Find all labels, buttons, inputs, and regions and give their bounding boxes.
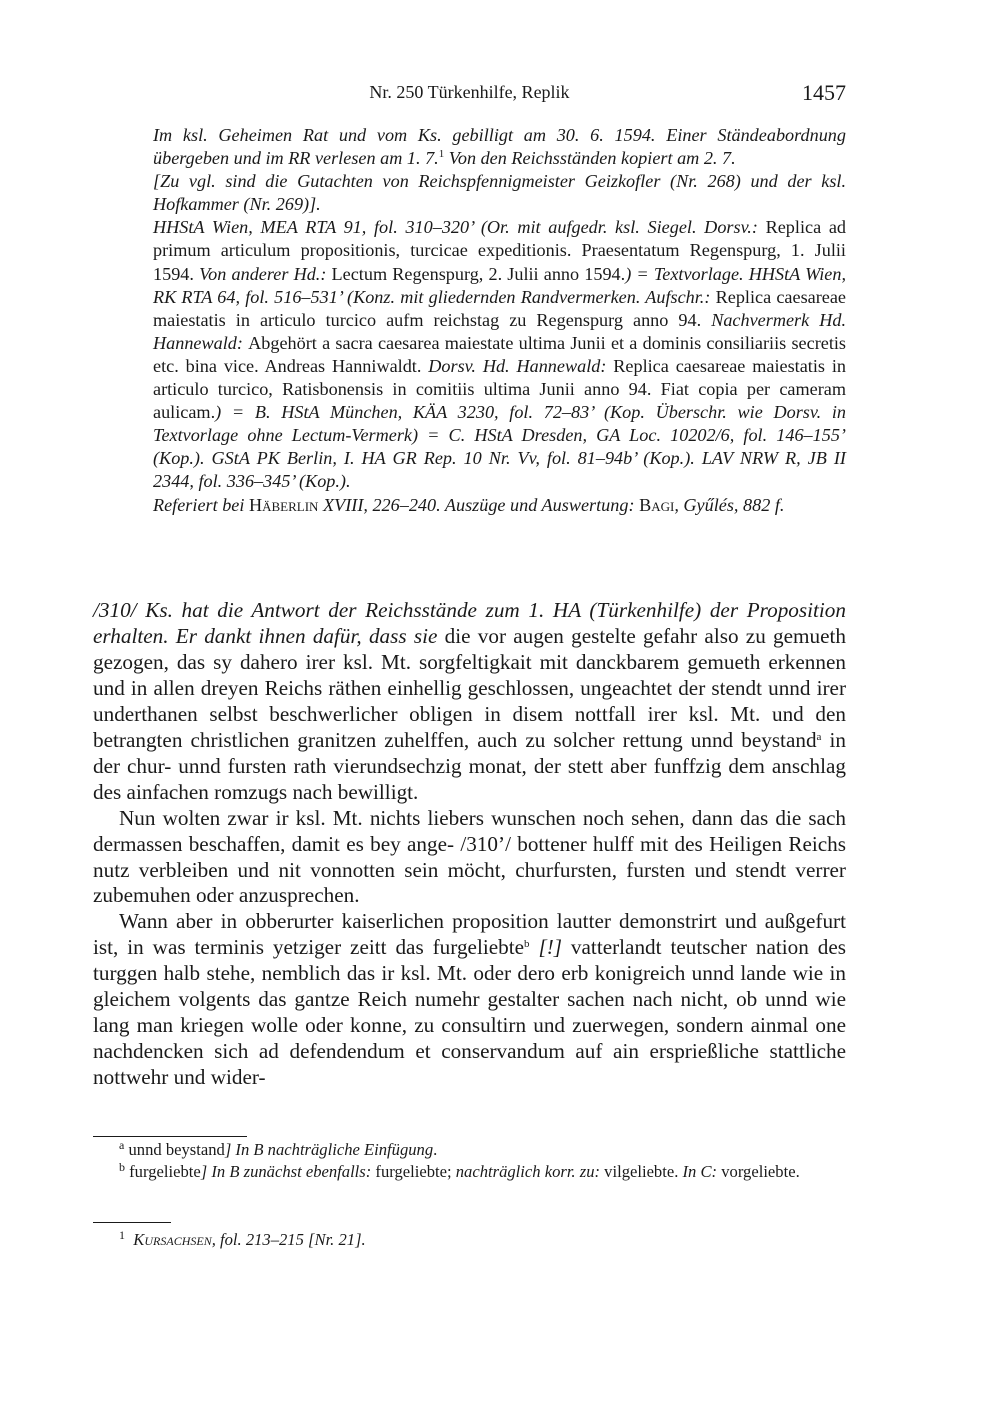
running-head: [93, 80, 846, 108]
source-kursachsen: Kursachsen: [133, 1230, 212, 1249]
text-notes: [93, 1139, 846, 1182]
author-haeberlin: Häberlin: [248, 494, 319, 515]
headnote-literature: Referiert bei Häberlin XVIII, 226–240. Auszüge und Auswertung: Bagi, Gyűlés, 882 f.: [153, 494, 785, 515]
headnote-sources: [153, 216, 846, 493]
document-headnote: [153, 124, 846, 517]
document-body: [93, 598, 846, 1091]
text-note-b: $^b$ furgeliebte] In B zunächst ebenfalls: furgeliebte; nachträglich korr. zu: vilgeliebte. In C: vorgeliebte.: [119, 1159, 800, 1181]
text-note-a: $^a$ unnd beystand] In B nachträgliche Einfügung.: [119, 1138, 438, 1159]
editorial-summary: /310/ Ks. hat die Antwort der Reichsstände zum 1. HA (Türkenhilfe) der Proposition erhalten. Er dankt ihnen dafür, dass sie: [93, 598, 846, 648]
source-segment: ) = B. HStA München, KÄA 3230, fol. 72–83’ (Kop. Überschr. wie Dorsv. in Textvorlage ohne Lectum-Vermerk) = C. HStA Dresden, GA Loc. 10202/6, fol. 146–155’ (Kop.). GStA PK Berlin, I. HA GR Rep. 10 Nr. Vv, fol. 81–94b’ (Kop.). LAV NRW R, JB II 2344, fol. 336–345’ (Kop.).: [153, 402, 846, 492]
text-notes-rule: [93, 1136, 247, 1137]
headnote-approval: Im ksl. Geheimen Rat und vom Ks. gebilligt am 30. 6. 1594. Einer Ständeabordnung übergeben und im RR verlesen am 1. 7.$^1$ Von den Reichsständen kopiert am 2. 7.: [153, 125, 846, 169]
author-bagi: Bagi: [639, 494, 675, 515]
source-segment: ) = Textvorlage. HHStA Wien, RK RTA 64, fol. 516–531’ (Konz. mit gliedernden Randvermerken. Aufschr.:: [153, 263, 846, 307]
sic-mark: [!]: [529, 935, 562, 960]
footnotes: [93, 1229, 846, 1251]
source-segment: Replica caesareae maiestatis in articulo turcico aufm reichstag zu Regenspurg anno 94.: [153, 286, 846, 330]
source-segment: Replica caesareae maiestatis in articulo turcico, Ratisbonensis in comitiis ultima Junii anno 94. Fiat copia per cameram aulicam.: [153, 355, 846, 423]
source-segment: Nachvermerk Hd. Hannewald:: [153, 309, 846, 353]
headnote-cross-reference: [Zu vgl. sind die Gutachten von Reichspfennigmeister Geizkofler (Nr. 268) und der ksl. Hofkammer (Nr. 269)].: [153, 171, 846, 215]
footnotes-rule: [93, 1222, 171, 1223]
source-segment: Dorsv. Hd. Hannewald:: [428, 355, 614, 376]
source-segment: Von anderer Hd.:: [199, 263, 332, 284]
body-paragraph-2: Nun wolten zwar ir ksl. Mt. nichts liebers wunschen noch sehen, dann das die sach dermassen beschaffen, damit es bey ange- /310’/ bottener hulff mit des Heiligen Reichs nutz verbleiben und nit vonnotten sein möcht, churfursten, fursten und stendt verrer zubemuhen oder anzusprechen.: [93, 805, 846, 908]
text-note-ref-b[interactable]: b: [524, 938, 530, 951]
footnote-1: $^1$ Kursachsen, fol. 213–215 [Nr. 21].: [119, 1228, 366, 1249]
body-paragraph-3: Wann aber in obberurter kaiserlichen proposition lautter demonstrirt und außgefurt ist, in was terminis yetziger zeitt das furgeliebte$^b$ [!] vatterlandt teutscher nation des turggen halb stehe, nemblich das ir ksl. Mt. oder dero erb konigreich unnd lande wie in gleichem volgents das gantze Reich numehr gestalter sachen nach nicht, ob unnd wie lang man kriegen wolle oder konne, zu consultirn und zuerwegen, sondern ainmal one nachdencken sich ad defendendum et conservandum auf ain ersprießliche stattliche nottwehr und wider-: [93, 909, 846, 1090]
source-segment: HHStA Wien, MEA RTA 91, fol. 310–320’ (Or. mit aufgedr. ksl. Siegel. Dorsv.:: [153, 217, 766, 238]
source-segment: Abgehört a sacra caesarea maiestate ultima Junii et a dominis consiliariis secretis etc. bina vice. Andreas Hanniwaldt.: [153, 332, 847, 376]
running-title: Nr. 250 Türkenhilfe, Replik: [369, 82, 570, 102]
page-number: 1457: [802, 80, 846, 105]
source-segment: Lectum Regenspurg, 2. Julii anno 1594.: [331, 263, 626, 284]
text-note-ref-a[interactable]: a: [816, 730, 822, 743]
body-paragraph-1: /310/ Ks. hat die Antwort der Reichsstände zum 1. HA (Türkenhilfe) der Proposition erhalten. Er dankt ihnen dafür, dass sie die vor augen gestelte gefahr also zu gemueth gezogen, das sy dahero irer ksl. Mt. sorgfeltigkait mit danckbarem gemueth erkennen und in allen dreyen Reichs räthen einhellig geschlossen, ungeachtet der stendt unnd irer underthanen selbst beschwerlicher obligen in disem nottfall irer ksl. Mt. und den betrangten christlichen granitzen zuhelffen, auch zu solcher rettung unnd beystand$^a$ in der chur- unnd fursten rath vierundsechzig monat, der stett aber funffzig dem anschlag des ainfachen romzugs nach bewilligt.: [93, 598, 846, 804]
source-segment: Replica ad primum articulum propositionis, turcicae expeditionis. Praesentatum Regenspurg, 1. Julii 1594.: [153, 217, 847, 284]
footnote-ref-1[interactable]: 1: [438, 148, 445, 161]
